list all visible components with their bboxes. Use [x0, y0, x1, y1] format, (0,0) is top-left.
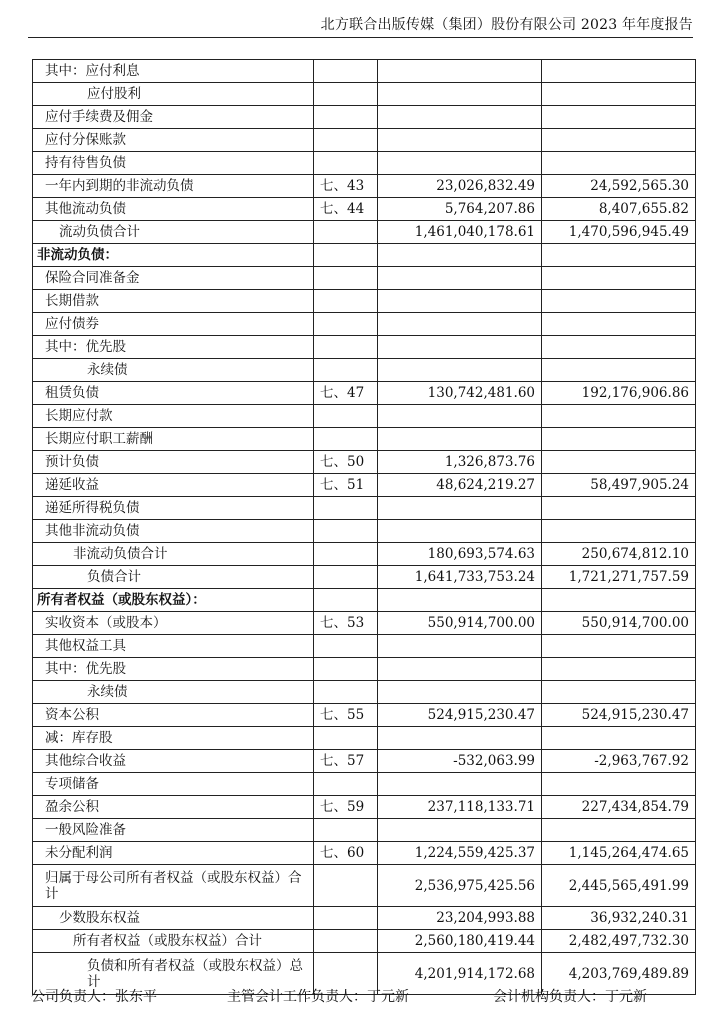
row-current-amount: 550,914,700.00: [378, 612, 542, 635]
row-item-label: 永续债: [33, 681, 314, 704]
row-note-ref: [314, 681, 378, 704]
row-current-amount: [378, 152, 542, 175]
row-item-label: 其他流动负债: [33, 198, 314, 221]
row-item-label: 流动负债合计: [33, 221, 314, 244]
row-current-amount: [378, 129, 542, 152]
row-item-label: 其中：优先股: [33, 658, 314, 681]
row-prior-amount: [542, 520, 696, 543]
row-note-ref: 七、59: [314, 796, 378, 819]
row-note-ref: [314, 290, 378, 313]
row-item-label: 长期借款: [33, 290, 314, 313]
row-prior-amount: 24,592,565.30: [542, 175, 696, 198]
row-note-ref: [314, 359, 378, 382]
company-head-signature: 公司负责人：张东平: [31, 989, 157, 1005]
row-note-ref: 七、44: [314, 198, 378, 221]
row-prior-amount: [542, 819, 696, 842]
row-current-amount: [378, 405, 542, 428]
row-note-ref: [314, 106, 378, 129]
table-row: [33, 727, 696, 750]
row-note-ref: [314, 152, 378, 175]
table-row: [33, 244, 696, 267]
row-note-ref: [314, 727, 378, 750]
row-prior-amount: 250,674,812.10: [542, 543, 696, 566]
table-row: [33, 382, 696, 405]
table-row: [33, 83, 696, 106]
table-row: [33, 796, 696, 819]
row-item-label: 永续债: [33, 359, 314, 382]
row-item-label: 所有者权益（或股东权益）：: [33, 589, 314, 612]
row-current-amount: 2,536,975,425.56: [378, 865, 542, 907]
row-current-amount: 130,742,481.60: [378, 382, 542, 405]
row-item-label: 持有待售负债: [33, 152, 314, 175]
row-prior-amount: 8,407,655.82: [542, 198, 696, 221]
table-row: [33, 60, 696, 83]
row-note-ref: 七、53: [314, 612, 378, 635]
row-prior-amount: 227,434,854.79: [542, 796, 696, 819]
row-current-amount: 180,693,574.63: [378, 543, 542, 566]
row-current-amount: [378, 497, 542, 520]
row-note-ref: 七、55: [314, 704, 378, 727]
table-row: [33, 359, 696, 382]
row-current-amount: [378, 428, 542, 451]
table-row: [33, 497, 696, 520]
table-row: [33, 106, 696, 129]
row-note-ref: [314, 658, 378, 681]
table-row: [33, 175, 696, 198]
row-current-amount: [378, 290, 542, 313]
table-row: [33, 681, 696, 704]
row-current-amount: 48,624,219.27: [378, 474, 542, 497]
row-note-ref: [314, 930, 378, 953]
row-prior-amount: 550,914,700.00: [542, 612, 696, 635]
table-row: [33, 865, 696, 907]
row-current-amount: [378, 359, 542, 382]
row-item-label: 应付股利: [33, 83, 314, 106]
row-prior-amount: [542, 405, 696, 428]
table-row: [33, 750, 696, 773]
row-current-amount: 23,026,832.49: [378, 175, 542, 198]
row-item-label: 减：库存股: [33, 727, 314, 750]
row-item-label: 所有者权益（或股东权益）合计: [33, 930, 314, 953]
row-current-amount: [378, 773, 542, 796]
balance-sheet-body: [33, 60, 696, 995]
row-prior-amount: 4,203,769,489.89: [542, 953, 696, 995]
row-prior-amount: [542, 635, 696, 658]
table-row: [33, 566, 696, 589]
table-row: [33, 474, 696, 497]
row-current-amount: 1,641,733,753.24: [378, 566, 542, 589]
row-note-ref: [314, 428, 378, 451]
row-note-ref: [314, 244, 378, 267]
row-item-label: 一年内到期的非流动负债: [33, 175, 314, 198]
row-current-amount: 4,201,914,172.68: [378, 953, 542, 995]
row-item-label: 其中：优先股: [33, 336, 314, 359]
row-prior-amount: [542, 60, 696, 83]
row-current-amount: [378, 313, 542, 336]
row-item-label: 长期应付职工薪酬: [33, 428, 314, 451]
row-prior-amount: [542, 129, 696, 152]
table-row: [33, 520, 696, 543]
row-note-ref: 七、57: [314, 750, 378, 773]
row-item-label: 少数股东权益: [33, 907, 314, 930]
table-row: [33, 907, 696, 930]
row-prior-amount: [542, 451, 696, 474]
table-row: [33, 704, 696, 727]
row-prior-amount: [542, 359, 696, 382]
row-prior-amount: [542, 773, 696, 796]
row-current-amount: 2,560,180,419.44: [378, 930, 542, 953]
table-row: [33, 773, 696, 796]
row-prior-amount: [542, 267, 696, 290]
row-item-label: 应付手续费及佣金: [33, 106, 314, 129]
row-prior-amount: 1,721,271,757.59: [542, 566, 696, 589]
row-current-amount: [378, 520, 542, 543]
row-prior-amount: 2,445,565,491.99: [542, 865, 696, 907]
row-current-amount: 1,326,873.76: [378, 451, 542, 474]
row-prior-amount: 58,497,905.24: [542, 474, 696, 497]
row-item-label: 其他综合收益: [33, 750, 314, 773]
report-header-title: 北方联合出版传媒（集团）股份有限公司 2023 年年度报告: [320, 17, 693, 33]
table-row: [33, 658, 696, 681]
row-current-amount: [378, 658, 542, 681]
table-row: [33, 290, 696, 313]
row-note-ref: [314, 635, 378, 658]
row-note-ref: [314, 221, 378, 244]
row-item-label: 其他非流动负债: [33, 520, 314, 543]
row-prior-amount: [542, 336, 696, 359]
table-row: [33, 313, 696, 336]
table-row: [33, 405, 696, 428]
row-note-ref: 七、50: [314, 451, 378, 474]
row-prior-amount: 524,915,230.47: [542, 704, 696, 727]
table-row: [33, 819, 696, 842]
row-note-ref: 七、47: [314, 382, 378, 405]
row-prior-amount: [542, 428, 696, 451]
row-current-amount: [378, 681, 542, 704]
row-current-amount: 1,461,040,178.61: [378, 221, 542, 244]
row-current-amount: [378, 83, 542, 106]
table-row: [33, 152, 696, 175]
row-note-ref: [314, 543, 378, 566]
row-item-label: 应付债券: [33, 313, 314, 336]
row-prior-amount: [542, 244, 696, 267]
row-item-label: 归属于母公司所有者权益（或股东权益）合计: [33, 865, 314, 907]
table-row: [33, 930, 696, 953]
row-prior-amount: 2,482,497,732.30: [542, 930, 696, 953]
row-prior-amount: 1,470,596,945.49: [542, 221, 696, 244]
row-current-amount: 5,764,207.86: [378, 198, 542, 221]
table-row: [33, 336, 696, 359]
row-item-label: 实收资本（或股本）: [33, 612, 314, 635]
row-note-ref: [314, 336, 378, 359]
row-prior-amount: [542, 658, 696, 681]
row-note-ref: 七、60: [314, 842, 378, 865]
row-prior-amount: -2,963,767.92: [542, 750, 696, 773]
row-prior-amount: [542, 106, 696, 129]
row-note-ref: [314, 83, 378, 106]
table-row: [33, 451, 696, 474]
row-current-amount: [378, 60, 542, 83]
row-note-ref: [314, 566, 378, 589]
row-prior-amount: [542, 727, 696, 750]
table-row: [33, 612, 696, 635]
row-item-label: 负债和所有者权益（或股东权益）总计: [33, 953, 314, 995]
row-item-label: 其他权益工具: [33, 635, 314, 658]
row-current-amount: [378, 336, 542, 359]
row-item-label: 非流动负债：: [33, 244, 314, 267]
row-note-ref: [314, 865, 378, 907]
row-note-ref: [314, 497, 378, 520]
row-note-ref: [314, 405, 378, 428]
row-current-amount: -532,063.99: [378, 750, 542, 773]
table-row: [33, 428, 696, 451]
row-note-ref: [314, 129, 378, 152]
row-item-label: 保险合同准备金: [33, 267, 314, 290]
row-prior-amount: [542, 497, 696, 520]
row-current-amount: [378, 244, 542, 267]
table-row: [33, 267, 696, 290]
table-row: [33, 198, 696, 221]
row-item-label: 预计负债: [33, 451, 314, 474]
table-row: [33, 635, 696, 658]
row-item-label: 长期应付款: [33, 405, 314, 428]
table-row: [33, 589, 696, 612]
row-current-amount: [378, 589, 542, 612]
row-note-ref: [314, 819, 378, 842]
accounting-dept-head-signature: 会计机构负责人：丁元新: [493, 989, 647, 1005]
row-item-label: 其中：应付利息: [33, 60, 314, 83]
row-current-amount: 23,204,993.88: [378, 907, 542, 930]
row-current-amount: 1,224,559,425.37: [378, 842, 542, 865]
table-row: [33, 221, 696, 244]
row-note-ref: [314, 589, 378, 612]
row-note-ref: 七、43: [314, 175, 378, 198]
row-note-ref: [314, 773, 378, 796]
row-current-amount: [378, 727, 542, 750]
table-row: [33, 129, 696, 152]
row-item-label: 盈余公积: [33, 796, 314, 819]
row-item-label: 递延收益: [33, 474, 314, 497]
row-current-amount: [378, 106, 542, 129]
row-item-label: 资本公积: [33, 704, 314, 727]
row-current-amount: 524,915,230.47: [378, 704, 542, 727]
balance-sheet-table: [32, 59, 696, 995]
row-item-label: 一般风险准备: [33, 819, 314, 842]
row-current-amount: [378, 635, 542, 658]
row-prior-amount: [542, 681, 696, 704]
row-current-amount: [378, 267, 542, 290]
row-note-ref: [314, 60, 378, 83]
row-item-label: 应付分保账款: [33, 129, 314, 152]
row-current-amount: 237,118,133.71: [378, 796, 542, 819]
row-prior-amount: [542, 290, 696, 313]
row-prior-amount: 192,176,906.86: [542, 382, 696, 405]
row-item-label: 未分配利润: [33, 842, 314, 865]
row-note-ref: [314, 313, 378, 336]
row-note-ref: [314, 907, 378, 930]
row-item-label: 租赁负债: [33, 382, 314, 405]
row-prior-amount: [542, 589, 696, 612]
row-item-label: 负债合计: [33, 566, 314, 589]
accounting-head-signature: 主管会计工作负责人：丁元新: [227, 989, 409, 1005]
table-row: [33, 842, 696, 865]
row-current-amount: [378, 819, 542, 842]
row-note-ref: [314, 267, 378, 290]
row-item-label: 非流动负债合计: [33, 543, 314, 566]
row-item-label: 专项储备: [33, 773, 314, 796]
row-prior-amount: 36,932,240.31: [542, 907, 696, 930]
row-note-ref: [314, 520, 378, 543]
row-note-ref: 七、51: [314, 474, 378, 497]
row-prior-amount: [542, 152, 696, 175]
row-prior-amount: 1,145,264,474.65: [542, 842, 696, 865]
header-divider: [28, 37, 693, 38]
row-prior-amount: [542, 83, 696, 106]
row-item-label: 递延所得税负债: [33, 497, 314, 520]
table-row: [33, 543, 696, 566]
row-prior-amount: [542, 313, 696, 336]
